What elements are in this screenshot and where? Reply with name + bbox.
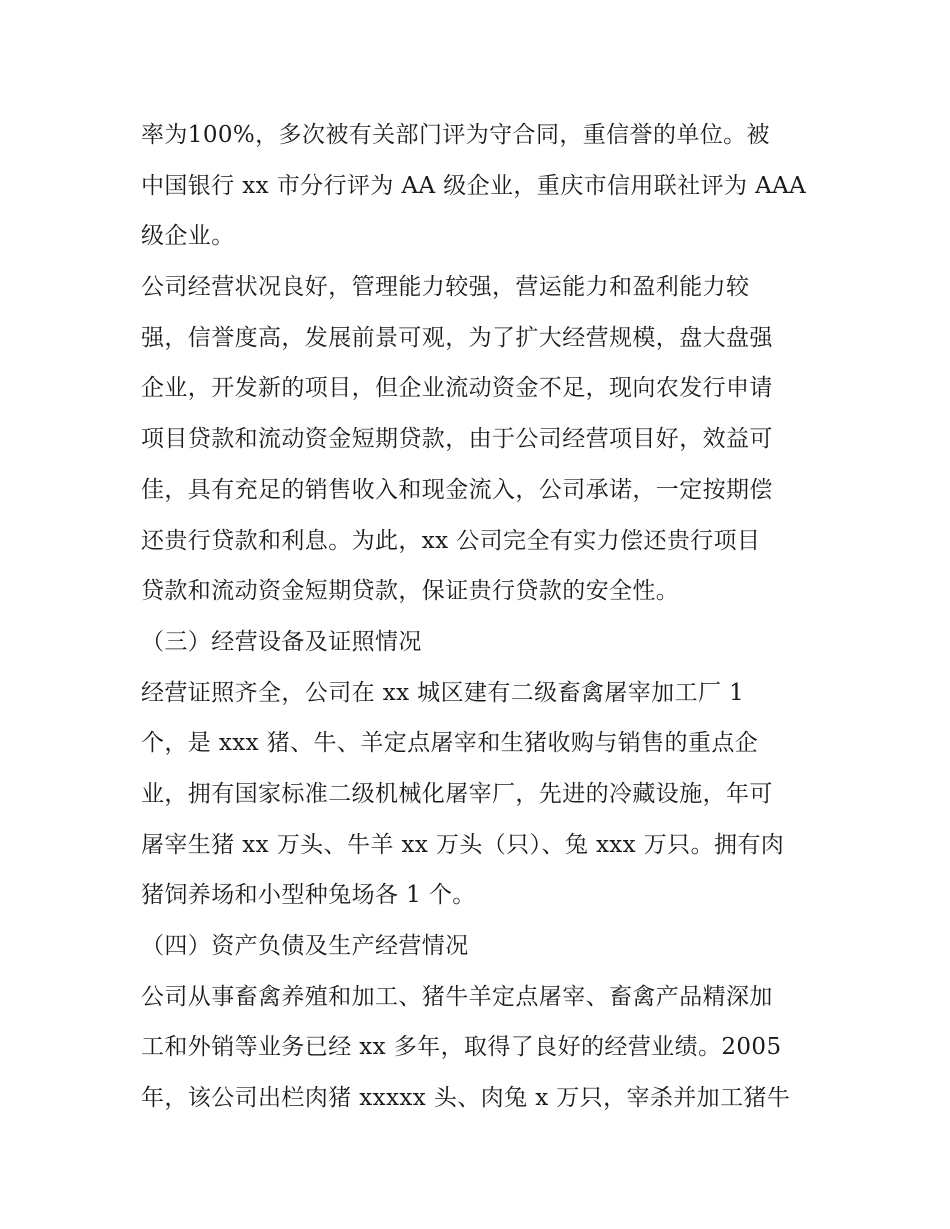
section-heading: （四）资产负债及生产经营情况: [141, 933, 469, 959]
text-line: 猪饲养场和小型种兔场各 1 个。: [141, 882, 476, 909]
section-heading: （三）经营设备及证照情况: [141, 628, 422, 655]
text-line: 个，是 xxx 猪、牛、羊定点屠宰和生猪收购与销售的重点企: [141, 730, 759, 757]
text-line: 企业，开发新的项目，但企业流动资金不足，现向农发行申请: [141, 375, 773, 402]
text-line: 贷款和流动资金短期贷款，保证贵行贷款的安全性。: [141, 578, 680, 605]
document-body: [141, 110, 821, 1124]
text-line: 业，拥有国家标准二级机械化屠宰厂，先进的冷藏设施，年可: [141, 780, 773, 807]
text-line: 佳，具有充足的销售收入和现金流入，公司承诺，一定按期偿: [141, 476, 773, 503]
text-line: 屠宰生猪 xx 万头、牛羊 xx 万头（只）、兔 xxx 万只。拥有肉: [141, 831, 785, 858]
text-line: 工和外销等业务已经 xx 多年，取得了良好的经营业绩。2005: [141, 1034, 782, 1061]
text-line: 中国银行 xx 市分行评为 AA 级企业，重庆市信用联社评为 AAA: [141, 172, 807, 199]
text-line: 公司经营状况良好，管理能力较强，营运能力和盈利能力较: [141, 274, 750, 301]
text-line: 率为100%，多次被有关部门评为守合同，重信誉的单位。被: [141, 122, 770, 148]
text-line: 级企业。: [141, 223, 235, 250]
text-line: 公司从事畜禽养殖和加工、猪牛羊定点屠宰、畜禽产品精深加: [141, 983, 773, 1010]
text-line: 经营证照齐全，公司在 xx 城区建有二级畜禽屠宰加工厂 1: [141, 679, 745, 706]
text-line: 项目贷款和流动资金短期贷款，由于公司经营项目好，效益可: [141, 426, 773, 453]
text-line: 还贵行贷款和利息。为此，xx 公司完全有实力偿还贵行项目: [141, 527, 761, 554]
text-line: 年，该公司出栏肉猪 xxxxx 头、肉兔 x 万只，宰杀并加工猪牛: [141, 1085, 791, 1112]
text-line: 强，信誉度高，发展前景可观，为了扩大经营规模，盘大盘强: [141, 324, 773, 351]
